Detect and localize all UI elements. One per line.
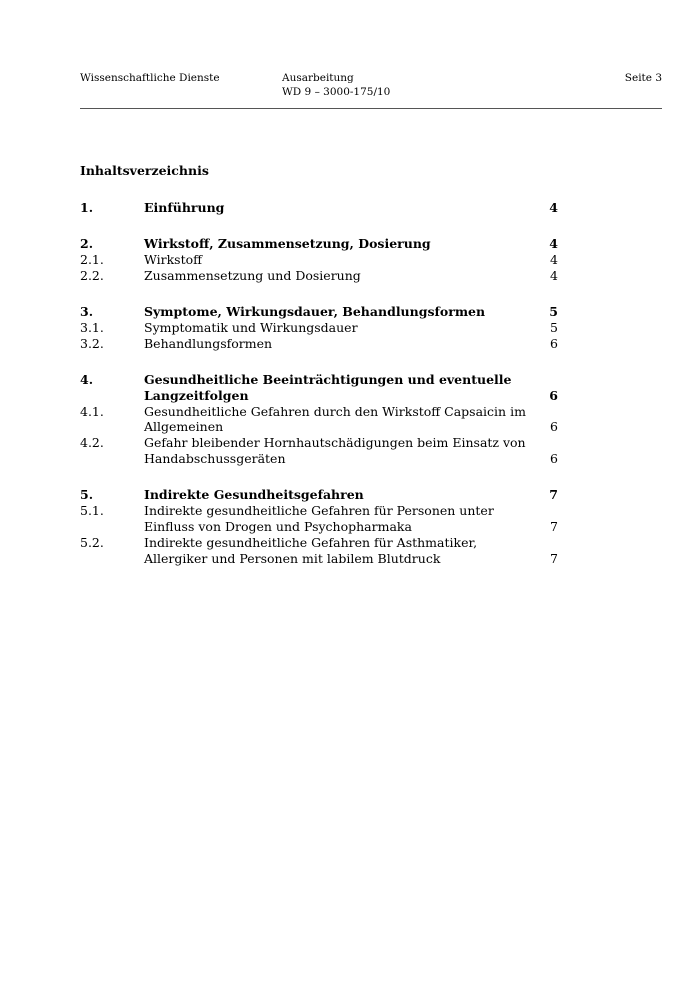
toc-number: 3.2. (80, 335, 104, 351)
toc-text: Gefahr bleibender Hornhautschädigungen beim Einsatz von Handabschussgeräten (144, 435, 526, 467)
toc-entry-3-2[interactable] (80, 336, 558, 352)
toc-page: 4 (550, 252, 558, 268)
toc-page: 4 (550, 267, 558, 283)
toc-number: 2.1. (80, 252, 104, 268)
toc-text: Wirkstoff, Zusammensetzung, Dosierung (144, 236, 431, 252)
toc-text: Gesundheitliche Beeinträchtigungen und eventuelle Langzeitfolgen (144, 372, 512, 403)
toc-text: Symptomatik und Wirkungsdauer (144, 319, 358, 335)
toc-title: Inhaltsverzeichnis (80, 163, 209, 178)
toc-text: Zusammensetzung und Dosierung (144, 267, 361, 283)
toc-page: 5 (549, 304, 558, 320)
toc-entry-5-2[interactable] (80, 535, 558, 567)
toc-entry-4-1[interactable] (80, 404, 558, 436)
toc-entry-3[interactable] (80, 304, 558, 320)
toc-entry-5-1[interactable] (80, 503, 558, 535)
toc-page: 6 (550, 335, 558, 351)
toc-number: 2.2. (80, 267, 104, 283)
header-doc-type-label: Ausarbeitung (282, 72, 354, 84)
toc-entry-4[interactable] (80, 372, 558, 404)
toc-text: Indirekte gesundheitliche Gefahren für Asthmatiker, Allergiker und Personen mit labilem Blutdruck (144, 534, 478, 566)
toc-number: 5.2. (80, 534, 104, 550)
toc-entry-1[interactable] (80, 200, 558, 216)
toc-number: 1. (80, 200, 94, 215)
toc-page: 4 (549, 236, 558, 252)
toc-number: 4.1. (80, 403, 104, 419)
toc-text: Wirkstoff (144, 252, 203, 268)
toc-text: Indirekte Gesundheitsgefahren (144, 487, 364, 503)
toc-number: 3.1. (80, 319, 104, 335)
toc-page: 7 (550, 550, 558, 566)
header-rule (80, 108, 662, 109)
toc-number: 5.1. (80, 503, 104, 519)
table-of-contents (80, 200, 558, 566)
toc-text: Einführung (144, 200, 225, 215)
toc-number: 2. (80, 236, 94, 252)
toc-page: 6 (550, 419, 558, 435)
toc-number: 4.2. (80, 435, 104, 451)
toc-page: 6 (549, 387, 558, 403)
toc-number: 4. (80, 372, 94, 388)
toc-page: 6 (550, 451, 558, 467)
toc-entry-2[interactable] (80, 236, 558, 252)
toc-page: 7 (549, 487, 558, 503)
toc-page: 5 (550, 319, 558, 335)
toc-entry-2-2[interactable] (80, 268, 558, 284)
toc-text: Symptome, Wirkungsdauer, Behandlungsformen (144, 304, 486, 320)
header-organization: Wissenschaftliche Dienste (80, 72, 220, 84)
toc-page: 7 (550, 518, 558, 534)
toc-text: Behandlungsformen (144, 335, 273, 351)
header-page-number: Seite 3 (624, 72, 662, 84)
toc-number: 3. (80, 304, 94, 320)
toc-entry-4-2[interactable] (80, 435, 558, 467)
toc-entry-5[interactable] (80, 487, 558, 503)
header-document-type (282, 71, 390, 99)
header-doc-id: WD 9 – 3000-175/10 (282, 86, 391, 98)
toc-text: Gesundheitliche Gefahren durch den Wirkstoff Capsaicin im Allgemeinen (144, 403, 526, 435)
toc-number: 5. (80, 487, 94, 503)
toc-entry-3-1[interactable] (80, 320, 558, 336)
toc-entry-2-1[interactable] (80, 252, 558, 268)
page-header (80, 71, 662, 109)
toc-page: 4 (549, 200, 558, 215)
toc-text: Indirekte gesundheitliche Gefahren für Personen unter Einfluss von Drogen und Psychopharmaka (144, 503, 494, 534)
